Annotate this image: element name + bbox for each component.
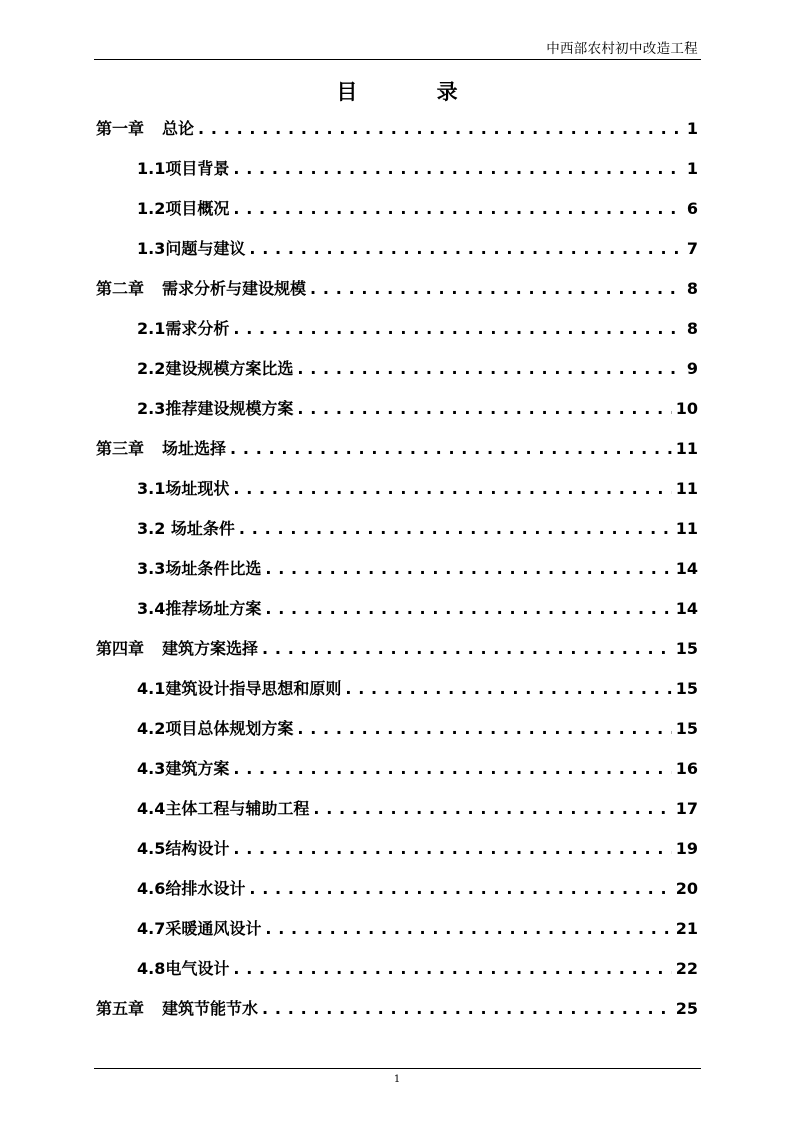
toc-entry-number: 1.3: [137, 239, 166, 258]
toc-entry-title: 总论: [162, 119, 195, 138]
toc-entry-title: 建筑节能节水: [162, 999, 259, 1018]
toc-entry-number: 4.2: [137, 719, 166, 738]
toc-entry-label: [137, 233, 245, 265]
toc-entry-page: 15: [675, 719, 698, 738]
toc-section-entry[interactable]: [96, 913, 698, 953]
footer-divider: [94, 1068, 701, 1069]
toc-entry-label: [96, 633, 258, 665]
toc-entry-number: 4.8: [137, 959, 166, 978]
toc-chapter-entry[interactable]: [96, 633, 698, 673]
toc-section-entry[interactable]: [96, 793, 698, 833]
toc-entry-label: [137, 913, 261, 945]
toc-dot-leader: [239, 513, 672, 545]
toc-entry-page: 10: [675, 399, 698, 418]
toc-section-entry[interactable]: [96, 473, 698, 513]
toc-dot-leader: [345, 673, 671, 705]
toc-dot-leader: [233, 833, 671, 865]
toc-entry-page: 15: [675, 679, 698, 698]
toc-entry-page: 14: [675, 599, 698, 618]
toc-entry-number: 2.2: [137, 359, 166, 378]
toc-entry-label: [137, 313, 229, 345]
toc-dot-leader: [310, 273, 683, 305]
toc-entry-label: [137, 793, 309, 825]
toc-title: 目 录: [336, 80, 494, 104]
toc-entry-title: 需求分析与建设规模: [162, 279, 307, 298]
toc-entry-title: 场址条件比选: [165, 559, 262, 578]
toc-entry-title: 推荐建设规模方案: [165, 399, 294, 418]
toc-entry-label: [137, 713, 293, 745]
toc-entry-number: 第三章: [96, 439, 145, 458]
toc-entry-page: 15: [675, 639, 698, 658]
toc-entry-title: 建筑方案: [165, 759, 230, 778]
toc-dot-leader: [230, 433, 672, 465]
toc-dot-leader: [297, 353, 683, 385]
toc-entry-title: 推荐场址方案: [165, 599, 262, 618]
toc-entry-page: 9: [686, 359, 698, 378]
toc-entry-page: 7: [686, 239, 698, 258]
toc-entry-page: 1: [686, 159, 698, 178]
toc-entry-page: 20: [675, 879, 698, 898]
toc-entry-title: 主体工程与辅助工程: [165, 799, 310, 818]
toc-entry-number: 第二章: [96, 279, 145, 298]
toc-entry-page: 11: [675, 439, 698, 458]
toc-section-entry[interactable]: [96, 673, 698, 713]
toc-section-entry[interactable]: [96, 873, 698, 913]
running-header: 中西部农村初中改造工程: [546, 41, 698, 57]
toc-dot-leader: [198, 113, 683, 145]
toc-dot-leader: [233, 193, 683, 225]
toc-entry-page: 11: [675, 519, 698, 538]
toc-section-entry[interactable]: [96, 713, 698, 753]
toc-chapter-entry[interactable]: [96, 273, 698, 313]
toc-entry-title: 场址条件: [165, 519, 235, 538]
toc-entry-page: 1: [686, 119, 698, 138]
toc-entry-title: 项目概况: [165, 199, 230, 218]
toc-entry-page: 16: [675, 759, 698, 778]
toc-dot-leader: [265, 593, 671, 625]
toc-entry-page: 17: [675, 799, 698, 818]
toc-entry-number: 4.4: [137, 799, 166, 818]
toc-dot-leader: [297, 713, 671, 745]
toc-section-entry[interactable]: [96, 513, 698, 553]
toc-entry-label: [96, 273, 306, 305]
toc-entry-label: [137, 473, 229, 505]
toc-entry-label: [137, 593, 261, 625]
toc-entry-title: 问题与建议: [165, 239, 246, 258]
toc-dot-leader: [265, 553, 671, 585]
toc-dot-leader: [233, 473, 671, 505]
toc-section-entry[interactable]: [96, 193, 698, 233]
toc-entry-number: 4.7: [137, 919, 166, 938]
toc-entry-label: [137, 513, 235, 545]
toc-entry-page: 19: [675, 839, 698, 858]
toc-entry-label: [96, 113, 194, 145]
toc-entry-label: [137, 673, 341, 705]
toc-entry-number: 4.3: [137, 759, 166, 778]
toc-entry-number: 4.6: [137, 879, 166, 898]
toc-entry-title: 需求分析: [165, 319, 230, 338]
toc-dot-leader: [233, 753, 671, 785]
toc-entry-title: 建筑方案选择: [162, 639, 259, 658]
toc-section-entry[interactable]: [96, 313, 698, 353]
toc-entry-page: 25: [675, 999, 698, 1018]
toc-entry-number: 第四章: [96, 639, 145, 658]
toc-dot-leader: [233, 313, 683, 345]
toc-dot-leader: [262, 633, 672, 665]
toc-section-entry[interactable]: [96, 833, 698, 873]
toc-entry-number: 3.2: [137, 519, 166, 538]
toc-chapter-entry[interactable]: [96, 113, 698, 153]
page-number: 1: [393, 1074, 401, 1085]
toc-section-entry[interactable]: [96, 753, 698, 793]
toc-entry-label: [137, 193, 229, 225]
toc-dot-leader: [249, 233, 683, 265]
toc-entry-page: 21: [675, 919, 698, 938]
toc-section-entry[interactable]: [96, 953, 698, 993]
toc-entry-page: 8: [686, 319, 698, 338]
toc-entry-label: [137, 353, 293, 385]
toc-section-entry[interactable]: [96, 233, 698, 273]
table-of-contents: [96, 113, 698, 1033]
toc-entry-title: 结构设计: [165, 839, 230, 858]
toc-entry-label: [96, 433, 226, 465]
toc-entry-title: 项目总体规划方案: [165, 719, 294, 738]
toc-section-entry[interactable]: [96, 553, 698, 593]
toc-entry-title: 场址选择: [162, 439, 227, 458]
toc-entry-title: 项目背景: [165, 159, 230, 178]
toc-entry-number: 4.1: [137, 679, 166, 698]
toc-dot-leader: [262, 993, 672, 1025]
toc-section-entry[interactable]: [96, 353, 698, 393]
toc-entry-title: 给排水设计: [165, 879, 246, 898]
toc-entry-page: 14: [675, 559, 698, 578]
toc-dot-leader: [249, 873, 671, 905]
toc-entry-label: [137, 153, 229, 185]
toc-entry-title: 建筑设计指导思想和原则: [165, 679, 342, 698]
toc-chapter-entry[interactable]: [96, 993, 698, 1033]
toc-entry-number: 第五章: [96, 999, 145, 1018]
toc-entry-label: [137, 873, 245, 905]
toc-section-entry[interactable]: [96, 393, 698, 433]
toc-entry-number: 2.1: [137, 319, 166, 338]
toc-entry-number: 第一章: [96, 119, 145, 138]
toc-dot-leader: [265, 913, 671, 945]
toc-chapter-entry[interactable]: [96, 433, 698, 473]
toc-entry-page: 6: [686, 199, 698, 218]
toc-entry-page: 11: [675, 479, 698, 498]
toc-entry-label: [137, 833, 229, 865]
toc-entry-label: [137, 953, 229, 985]
toc-entry-number: 3.1: [137, 479, 166, 498]
toc-entry-number: 2.3: [137, 399, 166, 418]
toc-entry-title: 场址现状: [165, 479, 230, 498]
toc-entry-number: 1.2: [137, 199, 166, 218]
toc-entry-title: 采暖通风设计: [165, 919, 262, 938]
toc-dot-leader: [313, 793, 671, 825]
toc-entry-number: 1.1: [137, 159, 166, 178]
toc-entry-title: 建设规模方案比选: [165, 359, 294, 378]
toc-entry-page: 8: [686, 279, 698, 298]
toc-entry-number: 4.5: [137, 839, 166, 858]
toc-entry-label: [96, 993, 258, 1025]
toc-entry-label: [137, 393, 293, 425]
toc-entry-label: [137, 753, 229, 785]
toc-entry-page: 22: [675, 959, 698, 978]
header-divider: [94, 59, 701, 60]
toc-dot-leader: [233, 153, 683, 185]
toc-entry-number: 3.3: [137, 559, 166, 578]
toc-section-entry[interactable]: [96, 593, 698, 633]
toc-entry-label: [137, 553, 261, 585]
toc-entry-number: 3.4: [137, 599, 166, 618]
toc-dot-leader: [297, 393, 671, 425]
toc-entry-title: 电气设计: [165, 959, 230, 978]
toc-section-entry[interactable]: [96, 153, 698, 193]
toc-dot-leader: [233, 953, 671, 985]
